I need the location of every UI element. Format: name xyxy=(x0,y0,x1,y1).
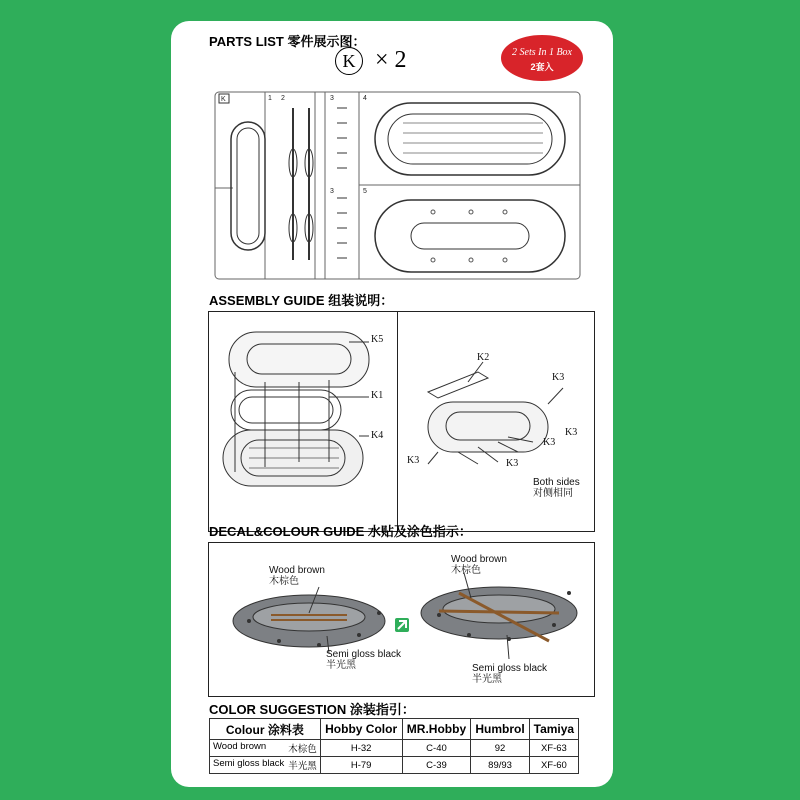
part-number-1: 1 xyxy=(268,95,272,102)
row1-tamiya: XF-63 xyxy=(529,740,578,757)
row2-name-cn: 半光黑 xyxy=(288,761,317,772)
label-k3-d: K3 xyxy=(506,458,519,469)
right-semi-en: Semi gloss black xyxy=(472,663,548,674)
right-semi-cn: 半光黑 xyxy=(472,674,502,685)
sprue-count xyxy=(335,47,407,75)
assembly-guide-title: ASSEMBLY GUIDE 组装说明： xyxy=(209,293,394,308)
row2-name-en: Semi gloss black xyxy=(213,758,285,769)
row1-name-cn: 木棕色 xyxy=(288,744,317,755)
two-sets-badge xyxy=(498,32,586,84)
part-number-2: 2 xyxy=(281,95,285,102)
header-colour: Colour 涂料表 xyxy=(210,719,321,740)
label-k1: K1 xyxy=(371,390,384,401)
row1-mr: C-40 xyxy=(402,740,471,757)
left-wood-en: Wood brown xyxy=(269,565,325,576)
row2-tamiya: XF-60 xyxy=(529,757,578,774)
table-row xyxy=(210,757,579,774)
label-k3-e: K3 xyxy=(407,455,420,466)
header-mr-hobby: MR.Hobby xyxy=(402,719,471,740)
header-tamiya: Tamiya xyxy=(529,719,578,740)
part-number-5: 5 xyxy=(363,188,367,195)
part-number-3: 3 xyxy=(330,95,334,102)
header-humbrol: Humbrol xyxy=(471,719,529,740)
assembly-left-diagram xyxy=(209,312,397,531)
instruction-card xyxy=(171,21,613,787)
row1-hobby: H-32 xyxy=(320,740,402,757)
label-k2: K2 xyxy=(477,352,490,363)
label-k3-a: K3 xyxy=(552,372,565,383)
sprue-diagram xyxy=(213,88,583,283)
badge-line1: 2 Sets In 1 Box xyxy=(512,47,572,58)
row2-mr: C-39 xyxy=(402,757,471,774)
parts-list-title: PARTS LIST 零件展示图： xyxy=(209,34,366,49)
sprue-letter-circle: K xyxy=(335,47,363,75)
decal-box xyxy=(208,542,595,697)
sprue-tag: K xyxy=(221,96,226,103)
row1-humbrol: 92 xyxy=(471,740,529,757)
right-wood-en: Wood brown xyxy=(451,554,507,565)
row2-humbrol: 89/93 xyxy=(471,757,529,774)
left-semi-en: Semi gloss black xyxy=(326,649,402,660)
right-wood-cn: 木棕色 xyxy=(451,565,481,576)
row1-name-en: Wood brown xyxy=(213,741,267,752)
color-table xyxy=(209,718,579,774)
left-semi-cn: 半光黑 xyxy=(326,660,356,671)
part-number-3b: 3 xyxy=(330,188,334,195)
part-number-4: 4 xyxy=(363,95,367,102)
label-k3-c: K3 xyxy=(543,437,556,448)
label-k4: K4 xyxy=(371,430,384,441)
table-header-row xyxy=(210,719,579,740)
badge-line2: 2套入 xyxy=(530,62,554,72)
label-k5: K5 xyxy=(371,334,384,345)
label-k3-b: K3 xyxy=(565,427,578,438)
sprue-multiplier: × 2 xyxy=(375,47,407,73)
color-suggestion-title: COLOR SUGGESTION 涂装指引： xyxy=(209,702,415,717)
decal-guide-title: DECAL&COLOUR GUIDE 水贴及涂色指示： xyxy=(209,524,472,539)
row2-hobby: H-79 xyxy=(320,757,402,774)
left-wood-cn: 木棕色 xyxy=(269,576,299,587)
both-sides-note-en: Both sides xyxy=(533,477,580,488)
both-sides-note-cn: 对侧相同 xyxy=(533,488,573,499)
assembly-box xyxy=(208,311,595,532)
table-row xyxy=(210,740,579,757)
header-hobby-color: Hobby Color xyxy=(320,719,402,740)
